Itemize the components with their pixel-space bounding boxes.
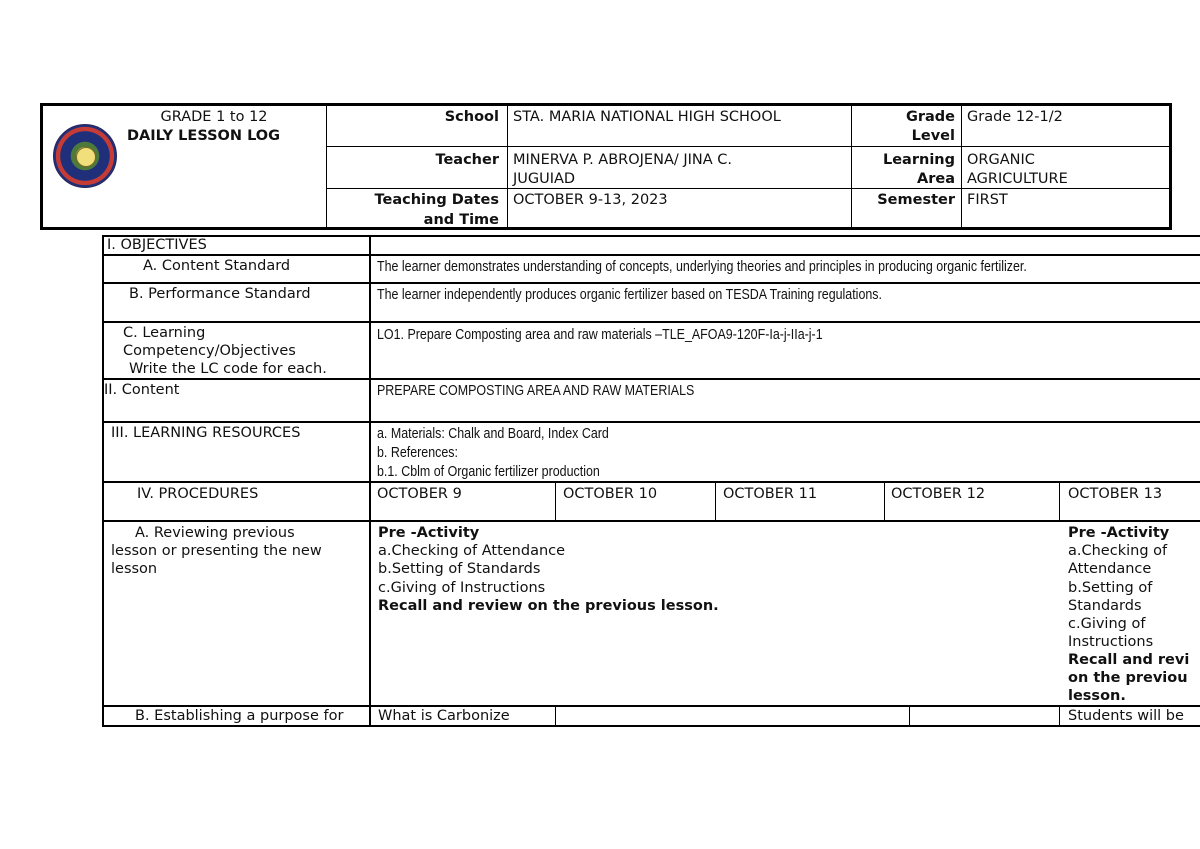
review-label-2: lesson or presenting the new	[111, 543, 322, 559]
date-col-3: OCTOBER 11	[723, 486, 818, 502]
review-day5-recall-2: on the previou	[1068, 670, 1188, 686]
purpose-label: B. Establishing a purpose for	[135, 708, 344, 724]
resources-line-1: a. Materials: Chalk and Board, Index Card	[377, 425, 609, 442]
review-label-3: lesson	[111, 561, 158, 577]
review-day5-title: Pre -Activity	[1068, 525, 1170, 541]
purpose-day1: What is Carbonize	[378, 708, 510, 724]
teaching-dates-label-1: Teaching Dates	[374, 192, 499, 208]
learning-area-value-1: ORGANIC	[967, 152, 1035, 168]
competency-label-2: Competency/Objectives	[123, 343, 296, 359]
teaching-dates-value: OCTOBER 9-13, 2023	[513, 192, 668, 208]
procedures-label: IV. PROCEDURES	[137, 486, 259, 502]
resources-label: III. LEARNING RESOURCES	[111, 425, 301, 441]
purpose-day5: Students will be	[1068, 708, 1184, 724]
review-day5-recall-1: Recall and revi	[1068, 652, 1190, 668]
review-day5-a1: a.Checking of	[1068, 543, 1168, 559]
review-day1-b: b.Setting of Standards	[378, 561, 541, 577]
review-day5-b2: Standards	[1068, 598, 1142, 614]
review-day5-a2: Attendance	[1068, 561, 1152, 577]
school-value: STA. MARIA NATIONAL HIGH SCHOOL	[513, 109, 781, 125]
date-col-2: OCTOBER 10	[563, 486, 658, 502]
resources-line-3: b.1. Cblm of Organic fertilizer production	[377, 463, 600, 480]
content-label: II. Content	[104, 382, 180, 398]
review-label-1: A. Reviewing previous	[135, 525, 295, 541]
teacher-value-1: MINERVA P. ABROJENA/ JINA C.	[513, 152, 733, 168]
learning-area-value-2: AGRICULTURE	[967, 171, 1068, 187]
school-label: School	[444, 109, 499, 125]
review-day5-recall-3: lesson.	[1068, 688, 1126, 704]
review-day1-a: a.Checking of Attendance	[378, 543, 566, 559]
competency-label-3: Write the LC code for each.	[129, 361, 327, 377]
review-day1-title: Pre -Activity	[378, 525, 480, 541]
content-standard-label: A. Content Standard	[143, 258, 291, 274]
review-day5-b1: b.Setting of	[1068, 580, 1153, 596]
date-col-5: OCTOBER 13	[1068, 486, 1163, 502]
content-standard-text: The learner demonstrates understanding of concepts, underlying theories and principles in producing organic fertilizer.	[377, 258, 1027, 275]
learning-area-label-1: Learning	[882, 152, 955, 168]
date-col-4: OCTOBER 12	[891, 486, 986, 502]
title-grade-range: GRADE 1 to 12	[160, 109, 268, 125]
review-day5-c2: Instructions	[1068, 634, 1154, 650]
performance-standard-text: The learner independently produces organic fertilizer based on TESDA Training regulations.	[377, 286, 882, 303]
review-day5-cell	[1062, 522, 1200, 705]
performance-standard-label: B. Performance Standard	[129, 286, 311, 302]
objectives-heading: I. OBJECTIVES	[107, 237, 207, 253]
content-text: PREPARE COMPOSTING AREA AND RAW MATERIALS	[377, 382, 695, 399]
title-daily-lesson-log: DAILY LESSON LOG	[127, 128, 281, 144]
grade-level-label-1: Grade	[905, 109, 955, 125]
resources-line-2: b. References:	[377, 444, 458, 461]
semester-label: Semester	[877, 192, 955, 208]
grade-level-label-2: Level	[911, 128, 955, 144]
teacher-label: Teacher	[435, 152, 499, 168]
date-col-1: OCTOBER 9	[377, 486, 462, 502]
review-day1-c: c.Giving of Instructions	[378, 580, 546, 596]
review-day5-c1: c.Giving of	[1068, 616, 1146, 632]
grade-level-value: Grade 12-1/2	[967, 109, 1063, 125]
teaching-dates-label-2: and Time	[423, 212, 499, 228]
semester-value: FIRST	[967, 192, 1008, 208]
learning-area-label-2: Area	[917, 171, 955, 187]
competency-text: LO1. Prepare Composting area and raw materials –TLE_AFOA9-120F-Ia-j-IIa-j-1	[377, 326, 823, 343]
header-table	[40, 103, 1172, 230]
competency-label-1: C. Learning	[123, 325, 206, 341]
review-day1-recall: Recall and review on the previous lesson.	[378, 598, 719, 614]
deped-seal-icon	[53, 124, 117, 188]
purpose-day5-cell	[1062, 706, 1200, 725]
teacher-value-2: JUGUIAD	[513, 171, 576, 187]
